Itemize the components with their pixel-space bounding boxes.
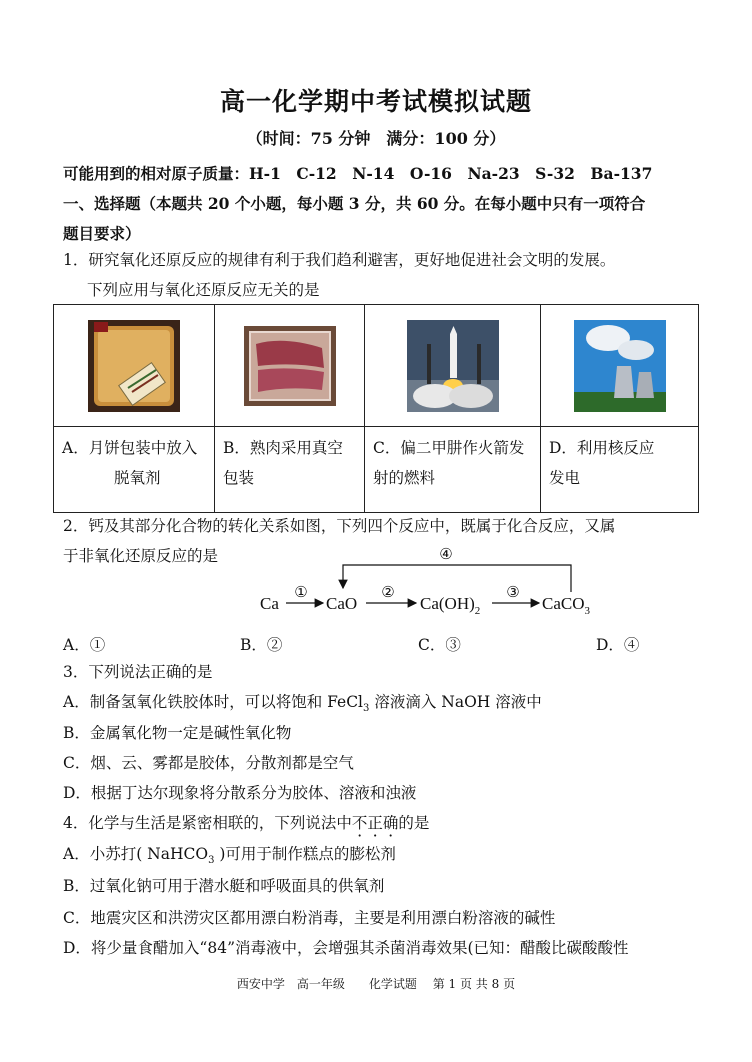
q3-option-b: B．金属氧化物一定是碱性氧化物 <box>63 724 292 742</box>
section-heading-line2: 题目要求） <box>63 224 141 243</box>
rocket-launch-icon <box>407 320 499 412</box>
q4-option-a: A．小苏打( NaHCO$_3$ )可用于制作糕点的膨松剂 <box>63 845 396 867</box>
option-b <box>215 427 365 513</box>
emphasis-char: 不 <box>351 814 368 832</box>
option-b-line1: B．熟肉采用真空 <box>223 439 343 457</box>
emphasis-char: 正 <box>367 814 383 832</box>
nuclear-image-cell <box>541 305 699 427</box>
option-c-line2: 射的燃料 <box>373 469 436 487</box>
rocket-image-cell <box>365 305 541 427</box>
page-title: 高一化学期中考试模拟试题 <box>219 87 532 116</box>
option-d-line2: 发电 <box>549 469 581 487</box>
q4-option-c: C．地震灾区和洪涝灾区都用漂白粉消毒，主要是利用漂白粉溶液的碱性 <box>63 909 556 927</box>
q2-choice-c: C．③ <box>418 636 461 654</box>
calcium-conversion-diagram <box>250 540 610 620</box>
question-2-stem: 2．钙及其部分化合物的转化关系如图，下列四个反应中，既属于化合反应，又属 <box>63 517 616 535</box>
question-2-stem-line2: 于非氧化还原反应的是 <box>63 547 219 565</box>
option-a-line1: A．月饼包装中放入 <box>62 439 198 457</box>
option-d <box>541 427 699 513</box>
option-a-line2: 脱氧剂 <box>114 469 161 487</box>
species-ca: Ca <box>260 594 279 613</box>
question-1-options-table <box>53 304 699 513</box>
reaction-label-3: ③ <box>506 583 520 601</box>
mooncake-package-icon <box>88 320 180 412</box>
q4-option-d: D．将少量食醋加入“84”消毒液中，会增强其杀菌消毒效果(已知：醋酸比碳酸酸性 <box>63 939 629 957</box>
species-caco3: CaCO$_3$ <box>542 594 590 617</box>
mooncake-image-cell <box>54 305 215 427</box>
atomic-mass-line: 可能用到的相对原子质量：H-1 C-12 N-14 O-16 Na-23 S-32 Ba-137 <box>63 164 653 183</box>
q2-choice-d: D．④ <box>596 636 640 654</box>
emphasis-char: 确 <box>382 814 399 832</box>
option-c <box>365 427 541 513</box>
option-c-line1: C．偏二甲肼作火箭发 <box>373 439 525 457</box>
q3-option-a: A．制备氢氧化铁胶体时，可以将饱和 FeCl$_3$ 溶液滴入 NaOH 溶液中 <box>63 693 542 715</box>
reaction-label-1: ① <box>294 583 308 601</box>
species-cao: CaO <box>326 594 358 613</box>
reaction-label-4: ④ <box>439 545 453 563</box>
q3-option-c: C．烟、云、雾都是胶体，分散剂都是空气 <box>63 754 354 772</box>
q3-option-d: D．根据丁达尔现象将分散系分为胶体、溶液和浊液 <box>63 784 417 802</box>
option-a <box>54 427 215 513</box>
page-footer: 西安中学 高一年级 化学试题 第 1 页 共 8 页 <box>236 977 516 991</box>
meat-image-cell <box>215 305 365 427</box>
section-heading-line1: 一、选择题（本题共 20 个小题，每小题 3 分，共 60 分。在每小题中只有一项符合 <box>63 194 646 213</box>
question-3-stem: 3．下列说法正确的是 <box>63 663 213 681</box>
arrow-4 <box>343 565 571 592</box>
reaction-label-2: ② <box>381 583 395 601</box>
question-1-stem-line2: 下列应用与氧化还原反应无关的是 <box>87 281 320 299</box>
option-d-line1: D．利用核反应 <box>549 439 655 457</box>
exam-duration: （时间：75 分钟 满分：100 分） <box>246 129 506 148</box>
question-4-stem: 4．化学与生活是紧密相联的，下列说法中不正确的是 <box>63 811 429 833</box>
species-caoh2: $Ca(OH)_2$ <box>420 594 481 617</box>
vacuum-meat-icon <box>244 326 336 406</box>
q4-option-b: B．过氧化钠可用于潜水艇和呼吸面具的供氧剂 <box>63 877 385 895</box>
question-1-stem: 1．研究氧化还原反应的规律有利于我们趋利避害，更好地促进社会文明的发展。 <box>63 251 616 269</box>
option-b-line2: 包装 <box>223 469 255 487</box>
q2-choice-a: A．① <box>63 636 106 654</box>
q2-choice-b: B．② <box>240 636 283 654</box>
nuclear-plant-icon <box>574 320 666 412</box>
